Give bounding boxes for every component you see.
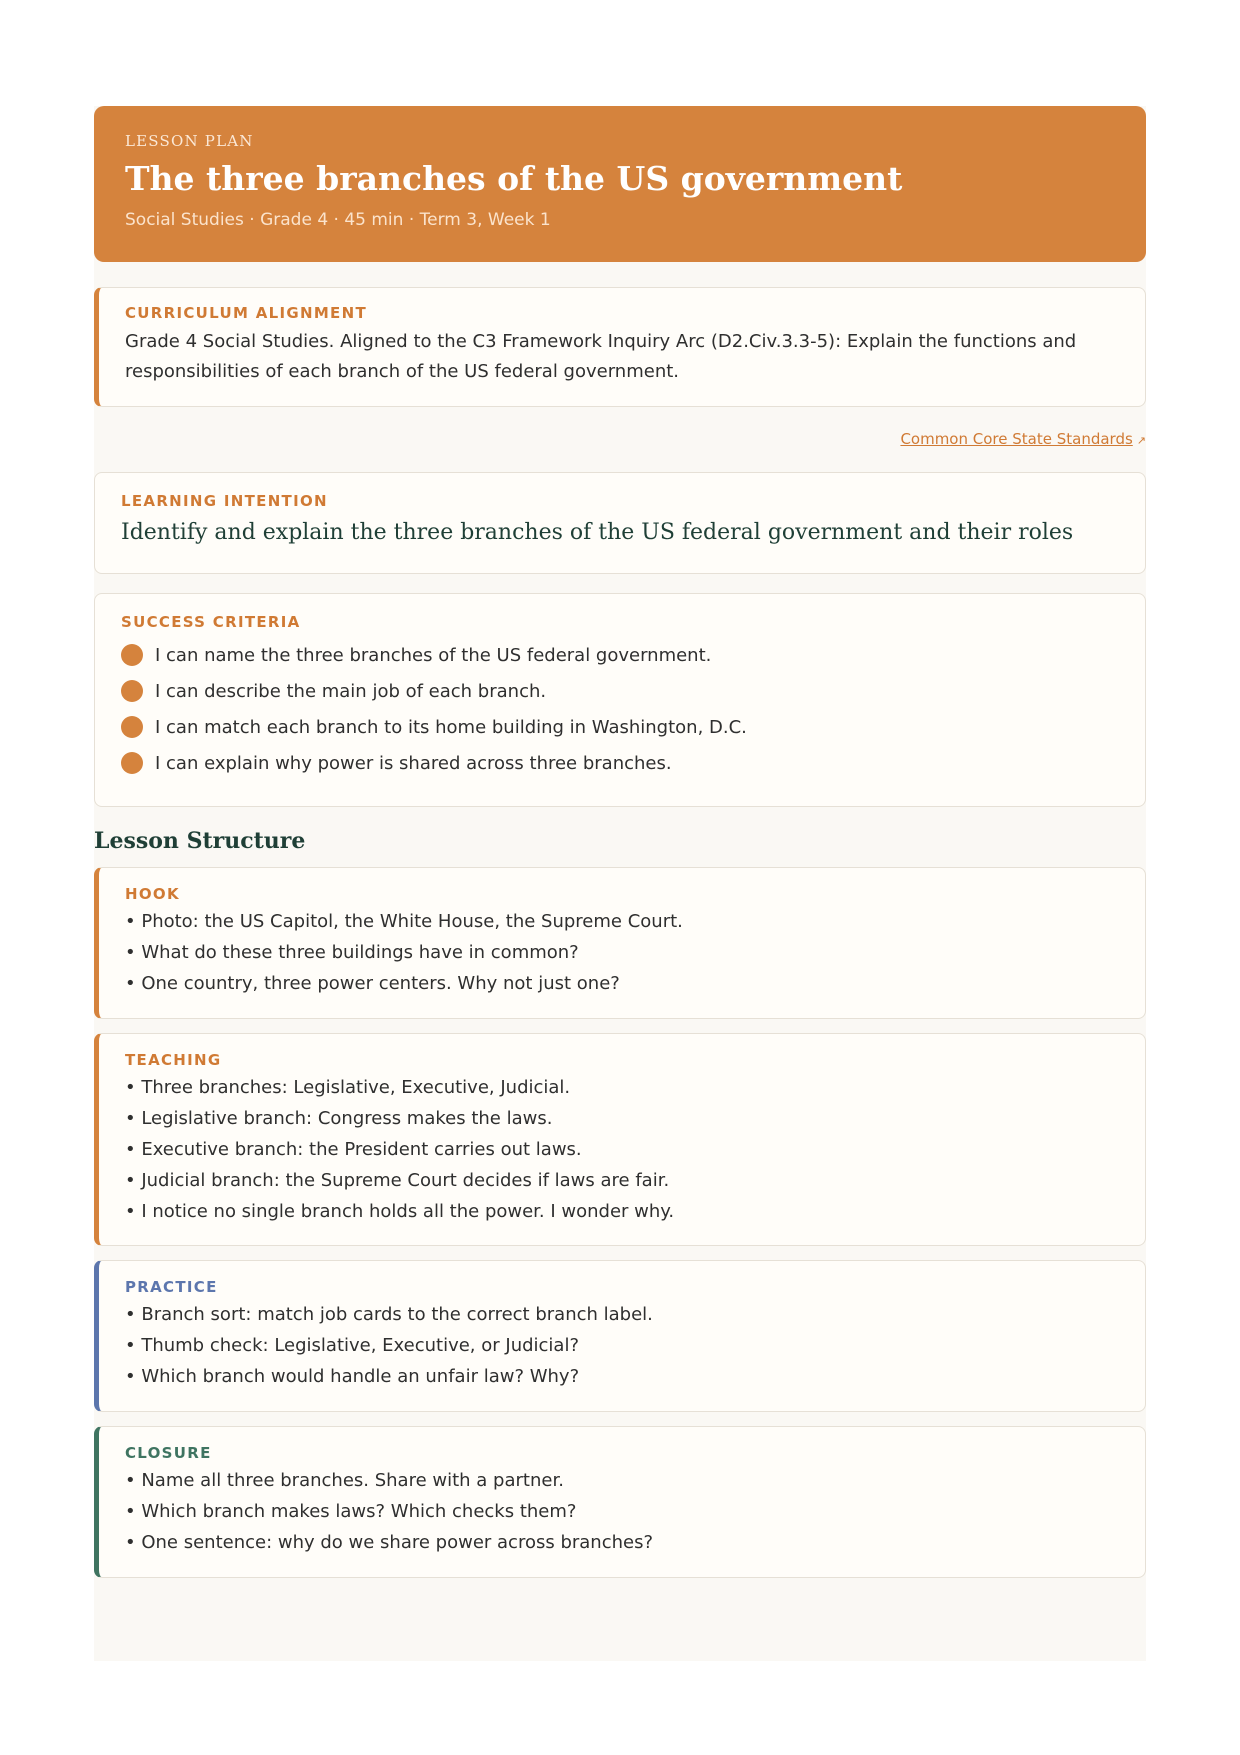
hook-card <box>94 867 1146 1019</box>
list-item: • One sentence: why do we share power across branches? <box>125 1532 654 1553</box>
list-item: • Judicial branch: the Supreme Court decides if laws are fair. <box>125 1170 670 1191</box>
curriculum-label: CURRICULUM ALIGNMENT <box>125 304 367 322</box>
lesson-title: The three branches of the US government <box>125 159 903 198</box>
criteria-item <box>121 637 1119 673</box>
list-item: • Name all three branches. Share with a partner. <box>125 1470 564 1491</box>
lesson-header <box>94 106 1146 262</box>
criteria-text: I can match each branch to its home building in Washington, D.C. <box>155 716 747 738</box>
bullet-dot-icon <box>121 644 143 666</box>
bullet-dot-icon <box>121 680 143 702</box>
list-item: • Legislative branch: Congress makes the laws. <box>125 1108 553 1129</box>
list-item: • Thumb check: Legislative, Executive, or Judicial? <box>125 1335 580 1356</box>
list-item: • Branch sort: match job cards to the correct branch label. <box>125 1304 653 1325</box>
criteria-text: I can name the three branches of the US federal government. <box>155 644 712 666</box>
list-item: • Three branches: Legislative, Executive, Judicial. <box>125 1077 571 1098</box>
header-eyebrow: LESSON PLAN <box>125 132 254 150</box>
list-item: • One country, three power centers. Why not just one? <box>125 973 620 994</box>
criteria-item <box>121 745 1119 781</box>
success-criteria-label: SUCCESS CRITERIA <box>121 613 301 631</box>
practice-label: PRACTICE <box>125 1278 218 1296</box>
teaching-label: TEACHING <box>125 1051 222 1069</box>
closure-card <box>94 1426 1146 1578</box>
learning-intention-label: LEARNING INTENTION <box>121 492 328 510</box>
standards-link-row <box>900 430 1146 448</box>
criteria-text: I can describe the main job of each branch. <box>155 680 547 702</box>
closure-label: CLOSURE <box>125 1444 212 1462</box>
list-item: • Executive branch: the President carries out laws. <box>125 1139 582 1160</box>
external-link-icon: ↗ <box>1136 434 1146 447</box>
learning-intention-text: Identify and explain the three branches of the US federal government and their roles <box>121 520 1074 545</box>
list-item: • Which branch would handle an unfair law? Why? <box>125 1366 580 1387</box>
list-item: • What do these three buildings have in common? <box>125 942 579 963</box>
list-item: • I notice no single branch holds all the power. I wonder why. <box>125 1201 675 1222</box>
lesson-meta: Social Studies · Grade 4 · 45 min · Term 3, Week 1 <box>125 210 551 230</box>
curriculum-alignment-card <box>94 287 1146 407</box>
criteria-item <box>121 709 1119 745</box>
hook-label: HOOK <box>125 885 180 903</box>
list-item: • Photo: the US Capitol, the White House, the Supreme Court. <box>125 911 683 932</box>
practice-card <box>94 1260 1146 1412</box>
criteria-text: I can explain why power is shared across three branches. <box>155 752 672 774</box>
lesson-structure-title: Lesson Structure <box>94 828 306 854</box>
bullet-dot-icon <box>121 716 143 738</box>
list-item: • Which branch makes laws? Which checks them? <box>125 1501 577 1522</box>
standards-link[interactable]: Common Core State Standards <box>900 430 1133 448</box>
criteria-item <box>121 673 1119 709</box>
curriculum-text: Grade 4 Social Studies. Aligned to the C3 Framework Inquiry Arc (D2.Civ.3.3-5): Explain the functions and responsibilities of each branch of the US federal government. <box>125 331 1077 382</box>
teaching-card <box>94 1033 1146 1246</box>
learning-intention-card <box>94 472 1146 574</box>
bullet-dot-icon <box>121 752 143 774</box>
success-criteria-card <box>94 593 1146 807</box>
